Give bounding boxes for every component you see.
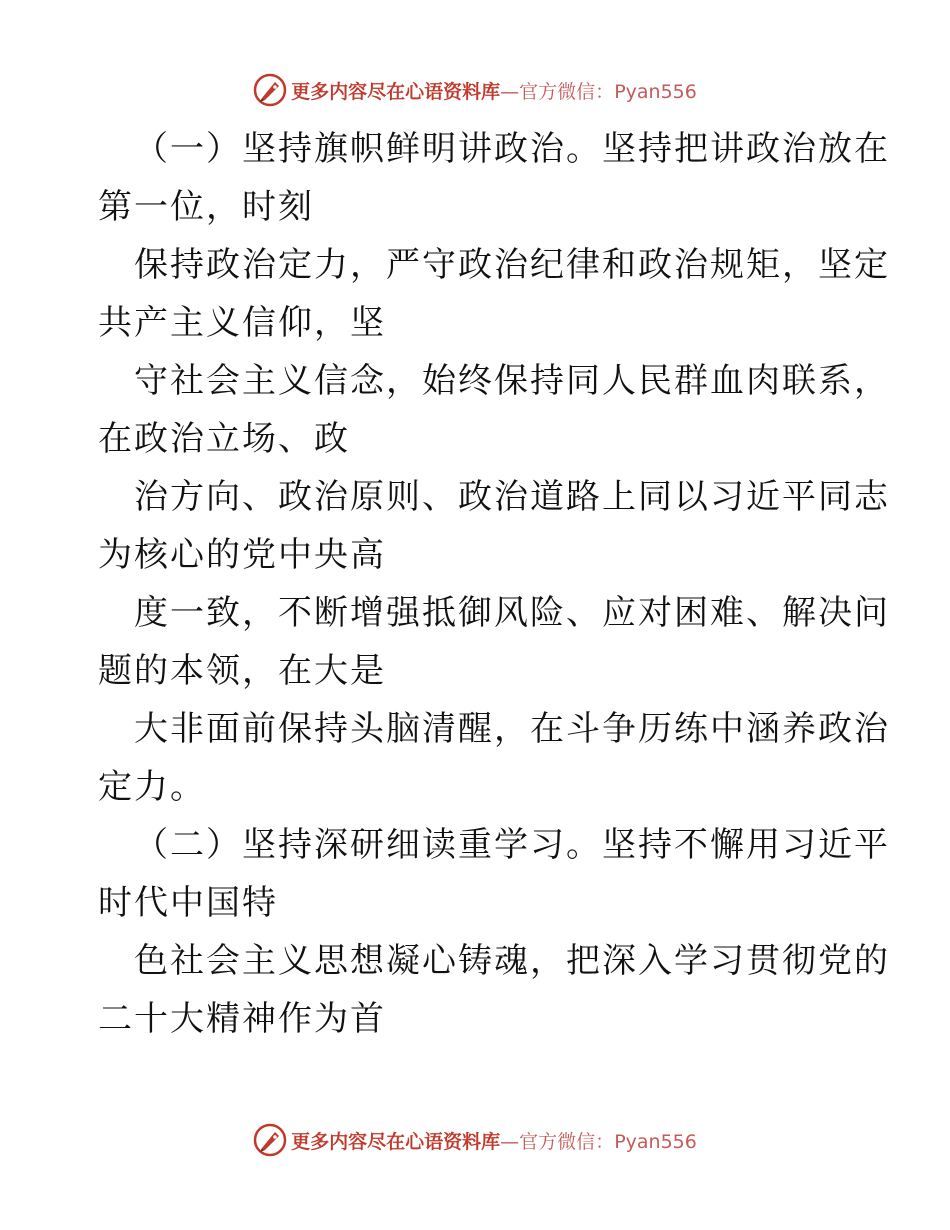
text-line: 在政治立场、政	[98, 419, 350, 459]
pen-nib-logo-icon	[253, 73, 287, 107]
text-line: （二）坚持深研细读重学习。坚持不懈用习近平	[134, 825, 890, 865]
text-line: 共产主义信仰，坚	[98, 303, 386, 343]
banner-text	[291, 77, 697, 104]
text-line: 题的本领，在大是	[98, 651, 386, 691]
text-line: 第一位，时刻	[98, 187, 314, 227]
pen-nib-logo-icon	[253, 1123, 287, 1157]
banner-brand: 更多内容尽在心语资料库	[291, 1130, 501, 1153]
banner-brand: 更多内容尽在心语资料库	[291, 80, 501, 103]
banner-wechat-id: Pyan556	[614, 1130, 697, 1153]
text-line: 守社会主义信念，始终保持同人民群血肉联系，	[134, 361, 890, 401]
text-line: 色社会主义思想凝心铸魂，把深入学习贯彻党的	[134, 941, 890, 981]
footer-watermark-banner	[0, 1120, 950, 1160]
text-line: 大非面前保持头脑清醒，在斗争历练中涵养政治	[134, 709, 890, 749]
text-line: 二十大精神作为首	[98, 999, 386, 1039]
document-body	[98, 120, 890, 1048]
header-watermark-banner	[0, 70, 950, 110]
text-line: 定力。	[98, 767, 206, 807]
banner-separator: —	[500, 1130, 520, 1153]
banner-wechat-label: 官方微信：	[519, 1130, 615, 1153]
banner-wechat-label: 官方微信：	[519, 80, 615, 103]
text-line: 为核心的党中央高	[98, 535, 386, 575]
banner-inner	[253, 1123, 697, 1157]
text-line: 度一致，不断增强抵御风险、应对困难、解决问	[134, 593, 890, 633]
banner-text	[291, 1127, 697, 1154]
text-line: 保持政治定力，严守政治纪律和政治规矩，坚定	[134, 245, 890, 285]
text-line: （一）坚持旗帜鲜明讲政治。坚持把讲政治放在	[134, 129, 890, 169]
text-line: 治方向、政治原则、政治道路上同以习近平同志	[134, 477, 890, 517]
banner-separator: —	[500, 80, 520, 103]
banner-inner	[253, 73, 697, 107]
banner-wechat-id: Pyan556	[614, 80, 697, 103]
text-line: 时代中国特	[98, 883, 278, 923]
